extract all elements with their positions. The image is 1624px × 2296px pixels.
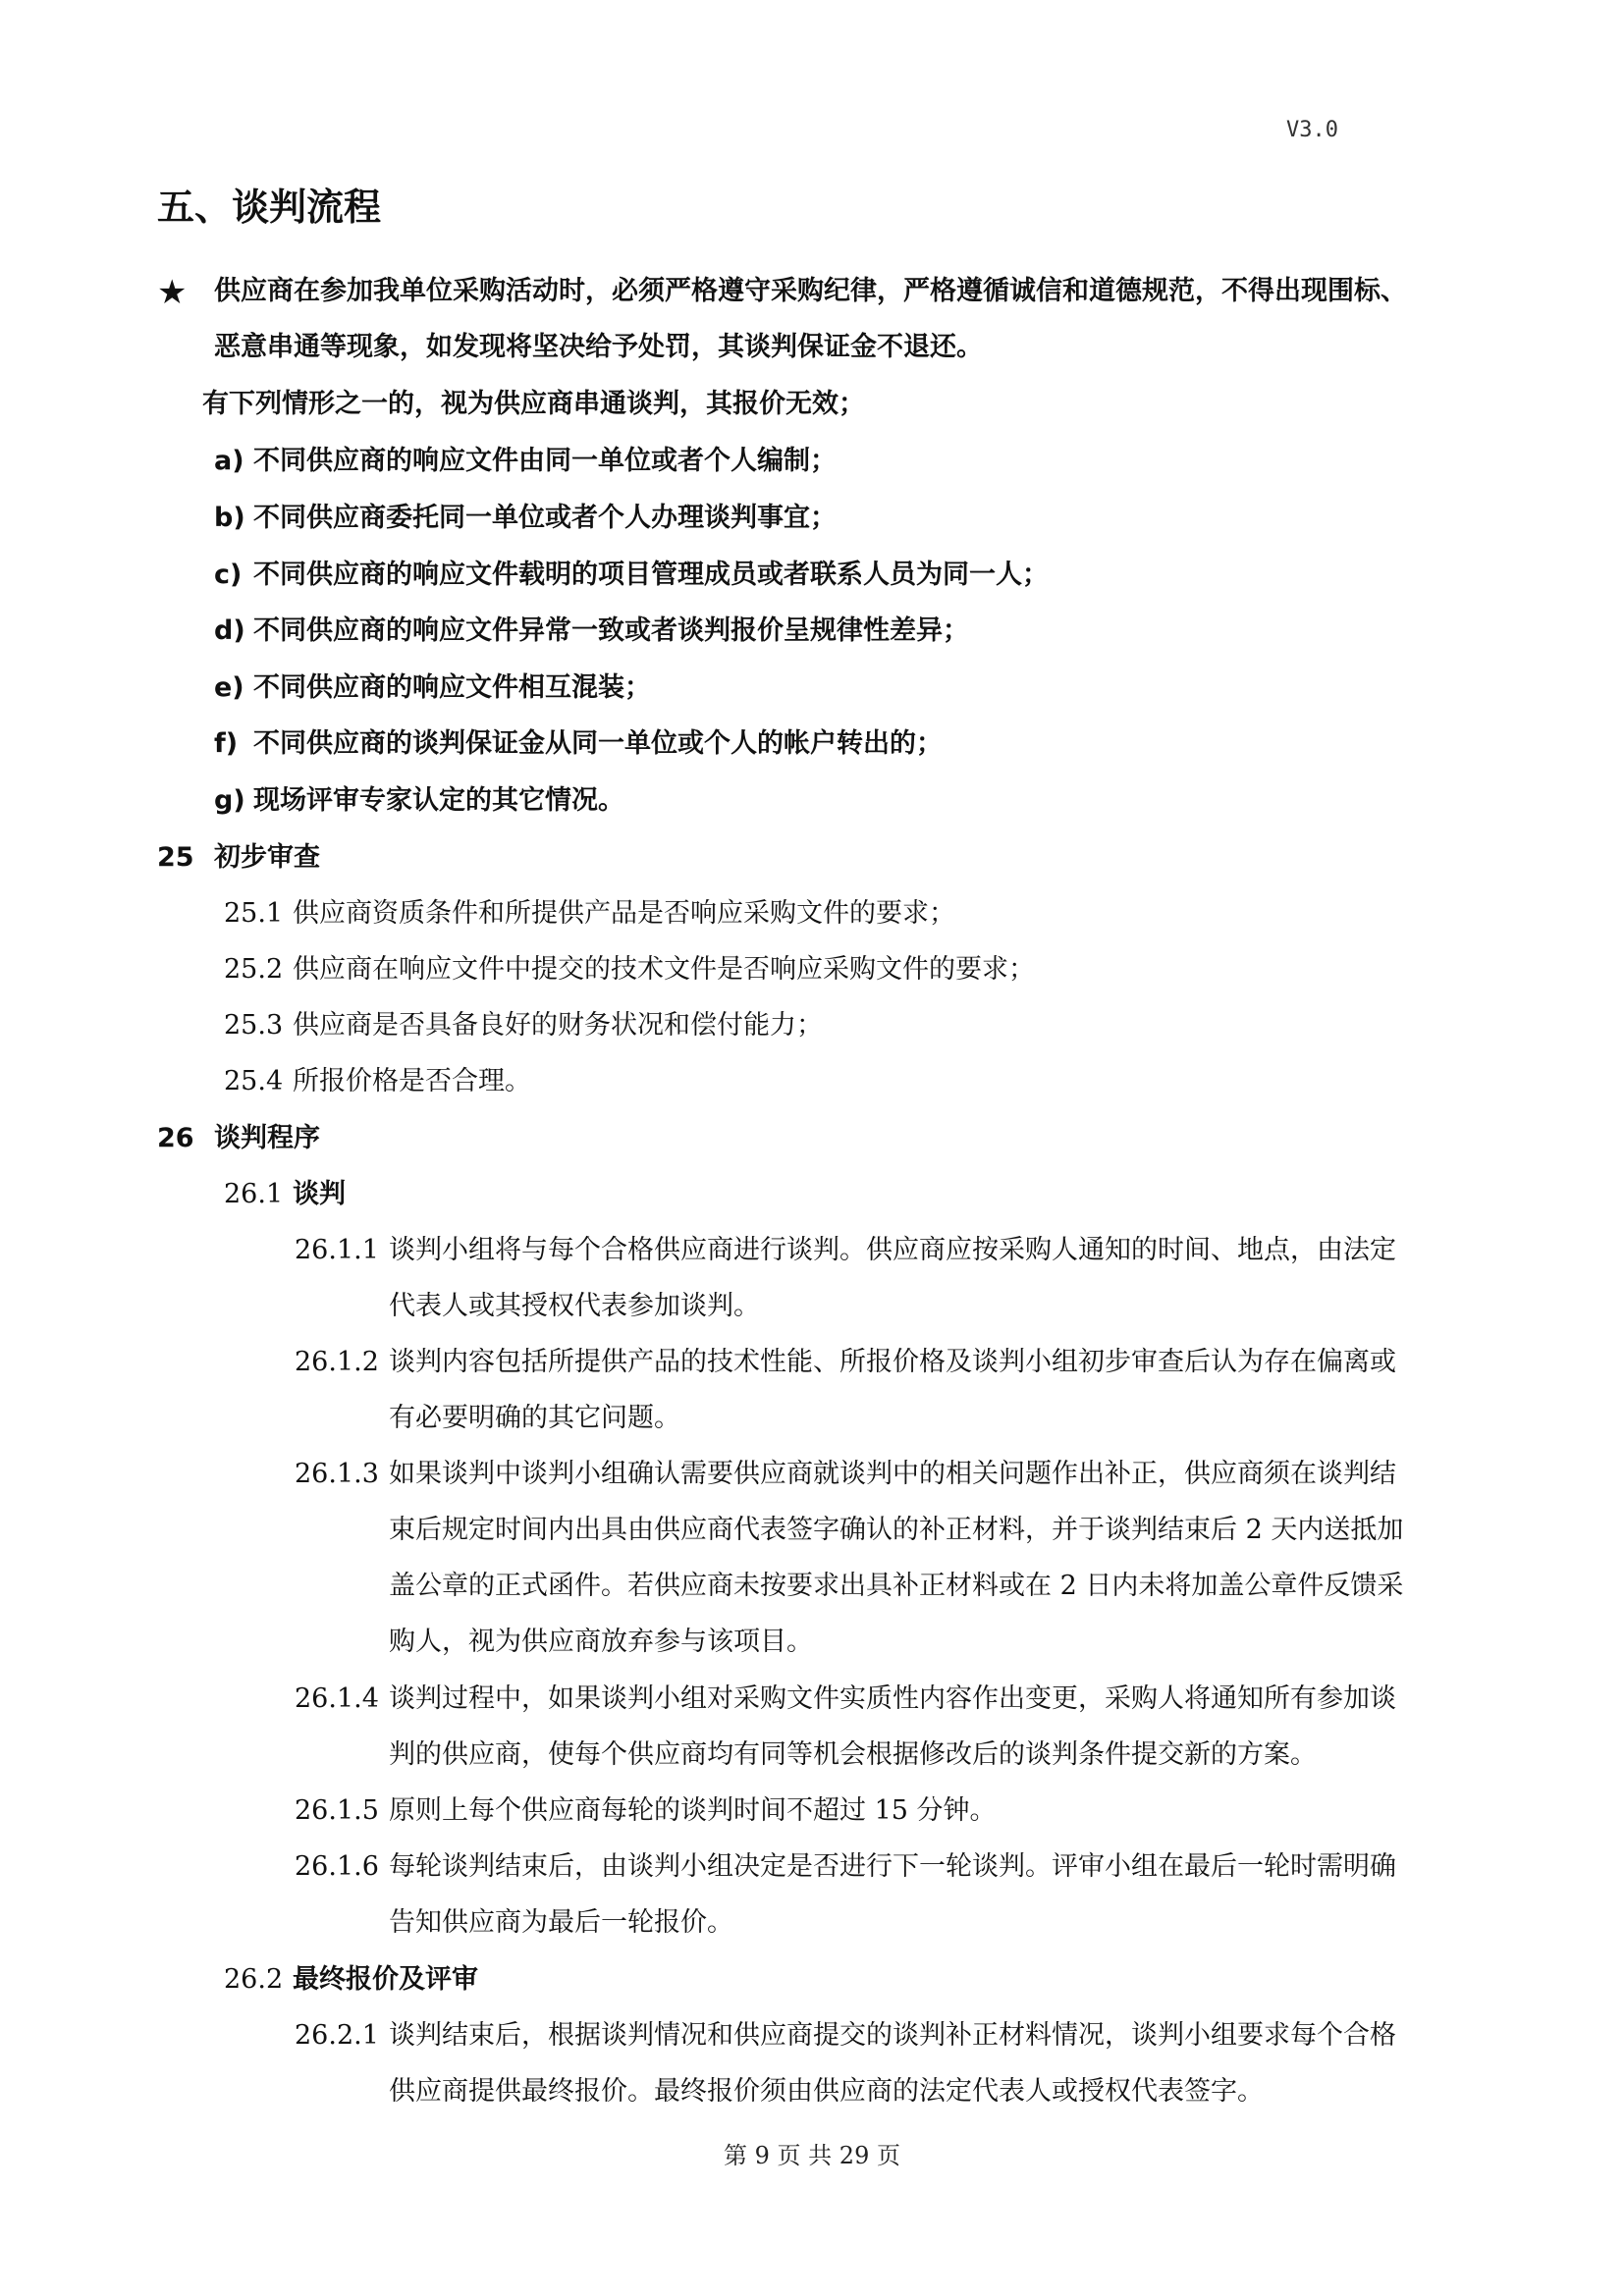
- item-label: b): [214, 503, 245, 533]
- clause-text-continued: 盖公章的正式函件。若供应商未按要求出具补正材料或在 2 日内未将加盖公章件反馈采: [389, 1571, 1404, 1601]
- clause-text: 谈判小组将与每个合格供应商进行谈判。供应商应按采购人通知的时间、地点，由法定: [389, 1235, 1396, 1265]
- item-text: 不同供应商的响应文件载明的项目管理成员或者联系人员为同一人；: [253, 560, 1049, 590]
- clause-number: 26.2.1: [295, 2020, 379, 2051]
- item-label: f): [214, 728, 239, 759]
- star-icon: ★: [157, 273, 188, 312]
- item-label: c): [214, 560, 243, 590]
- clause-number: 26.1.2: [295, 1347, 379, 1377]
- clause-text: 所报价格是否合理。: [293, 1066, 531, 1096]
- section-25-heading: [157, 841, 320, 875]
- clause-26-1-5: [295, 1794, 997, 1828]
- clause-text: 如果谈判中谈判小组确认需要供应商就谈判中的相关问题作出补正，供应商须在谈判结: [389, 1459, 1396, 1489]
- item-text: 不同供应商的响应文件相互混装；: [253, 672, 651, 703]
- collusion-item: [214, 784, 624, 818]
- clause-text-continued: 供应商提供最终报价。最终报价须由供应商的法定代表人或授权代表签字。: [389, 2076, 1264, 2107]
- clause-text: 谈判过程中，如果谈判小组对采购文件实质性内容作出变更，采购人将通知所有参加谈: [389, 1683, 1396, 1714]
- clause-text-continued: 购人，视为供应商放弃参与该项目。: [389, 1627, 813, 1657]
- section-number: 26: [157, 1123, 194, 1153]
- subsection-26-2-heading: [224, 1963, 478, 1997]
- warning-line-2: 恶意串通等现象，如发现将坚决给予处罚，其谈判保证金不退还。: [214, 332, 983, 362]
- clause-number: 26.1.1: [295, 1235, 379, 1265]
- clause-text: 每轮谈判结束后，由谈判小组决定是否进行下一轮谈判。评审小组在最后一轮时需明确: [389, 1851, 1396, 1882]
- clause-number: 25.4: [224, 1066, 284, 1096]
- clause-number: 26.1.5: [295, 1795, 379, 1826]
- section-26-heading: [157, 1122, 320, 1155]
- section-title: 五、谈判流程: [157, 186, 382, 229]
- item-label: e): [214, 672, 244, 703]
- clause-text-continued: 判的供应商，使每个供应商均有同等机会根据修改后的谈判条件提交新的方案。: [389, 1739, 1317, 1770]
- clause-number: 25.3: [224, 1010, 284, 1041]
- clause-number: 26.1.6: [295, 1851, 379, 1882]
- clause-text-continued: 有必要明确的其它问题。: [389, 1403, 680, 1433]
- clause-number: 25.2: [224, 954, 284, 985]
- clause-text: 谈判内容包括所提供产品的技术性能、所报价格及谈判小组初步审查后认为存在偏离或: [389, 1347, 1396, 1377]
- clause: [224, 1009, 823, 1042]
- clause-26-1-4: [295, 1682, 1396, 1716]
- section-number: 25: [157, 842, 194, 873]
- item-label: d): [214, 615, 245, 646]
- clause-number: 26.1.3: [295, 1459, 379, 1489]
- clause: [224, 1065, 531, 1098]
- version-label: V3.0: [1286, 118, 1338, 142]
- item-label: a): [214, 446, 244, 476]
- clause-26-1-3: [295, 1458, 1396, 1491]
- subsection-heading-text: 谈判: [293, 1179, 346, 1209]
- collusion-item: [214, 727, 943, 761]
- collusion-item: [214, 614, 969, 648]
- item-text: 不同供应商的谈判保证金从同一单位或个人的帐户转出的；: [253, 728, 943, 759]
- clause: [224, 953, 1035, 987]
- collusion-item: [214, 559, 1049, 592]
- item-text: 不同供应商的响应文件由同一单位或者个人编制；: [253, 446, 837, 476]
- clause-26-1-2: [295, 1346, 1396, 1379]
- clause-text: 谈判结束后，根据谈判情况和供应商提交的谈判补正材料情况，谈判小组要求每个合格: [389, 2020, 1396, 2051]
- collusion-item: [214, 445, 837, 478]
- clause-26-2-1: [295, 2019, 1396, 2053]
- item-label: g): [214, 785, 245, 816]
- subsection-26-1-heading: [224, 1178, 346, 1211]
- collusion-intro: 有下列情形之一的，视为供应商串通谈判，其报价无效；: [202, 389, 865, 419]
- clause-number: 25.1: [224, 898, 284, 929]
- clause-text-continued: 束后规定时间内出具由供应商代表签字确认的补正材料，并于谈判结束后 2 天内送抵加: [389, 1515, 1404, 1545]
- clause-text: 原则上每个供应商每轮的谈判时间不超过 15 分钟。: [389, 1795, 997, 1826]
- item-text: 不同供应商委托同一单位或者个人办理谈判事宜；: [253, 503, 837, 533]
- clause: [224, 897, 955, 931]
- subsection-heading-text: 最终报价及评审: [293, 1964, 478, 1995]
- section-heading-text: 谈判程序: [214, 1123, 320, 1153]
- page-footer: 第 9 页 共 29 页: [724, 2142, 900, 2169]
- clause-text-continued: 告知供应商为最后一轮报价。: [389, 1907, 733, 1938]
- clause-text: 供应商在响应文件中提交的技术文件是否响应采购文件的要求；: [293, 954, 1035, 985]
- clause-text-continued: 代表人或其授权代表参加谈判。: [389, 1291, 760, 1321]
- collusion-item: [214, 502, 837, 535]
- warning-line-1: 供应商在参加我单位采购活动时，必须严格遵守采购纪律，严格遵循诚信和道德规范，不得出现围标、: [214, 276, 1407, 306]
- item-text: 不同供应商的响应文件异常一致或者谈判报价呈规律性差异；: [253, 615, 969, 646]
- collusion-item: [214, 671, 651, 705]
- clause-26-1-1: [295, 1234, 1396, 1267]
- clause-text: 供应商资质条件和所提供产品是否响应采购文件的要求；: [293, 898, 955, 929]
- item-text: 现场评审专家认定的其它情况。: [253, 785, 624, 816]
- subsection-number: 26.1: [224, 1179, 284, 1209]
- section-heading-text: 初步审查: [214, 842, 320, 873]
- clause-26-1-6: [295, 1850, 1396, 1884]
- subsection-number: 26.2: [224, 1964, 284, 1995]
- clause-text: 供应商是否具备良好的财务状况和偿付能力；: [293, 1010, 823, 1041]
- clause-number: 26.1.4: [295, 1683, 379, 1714]
